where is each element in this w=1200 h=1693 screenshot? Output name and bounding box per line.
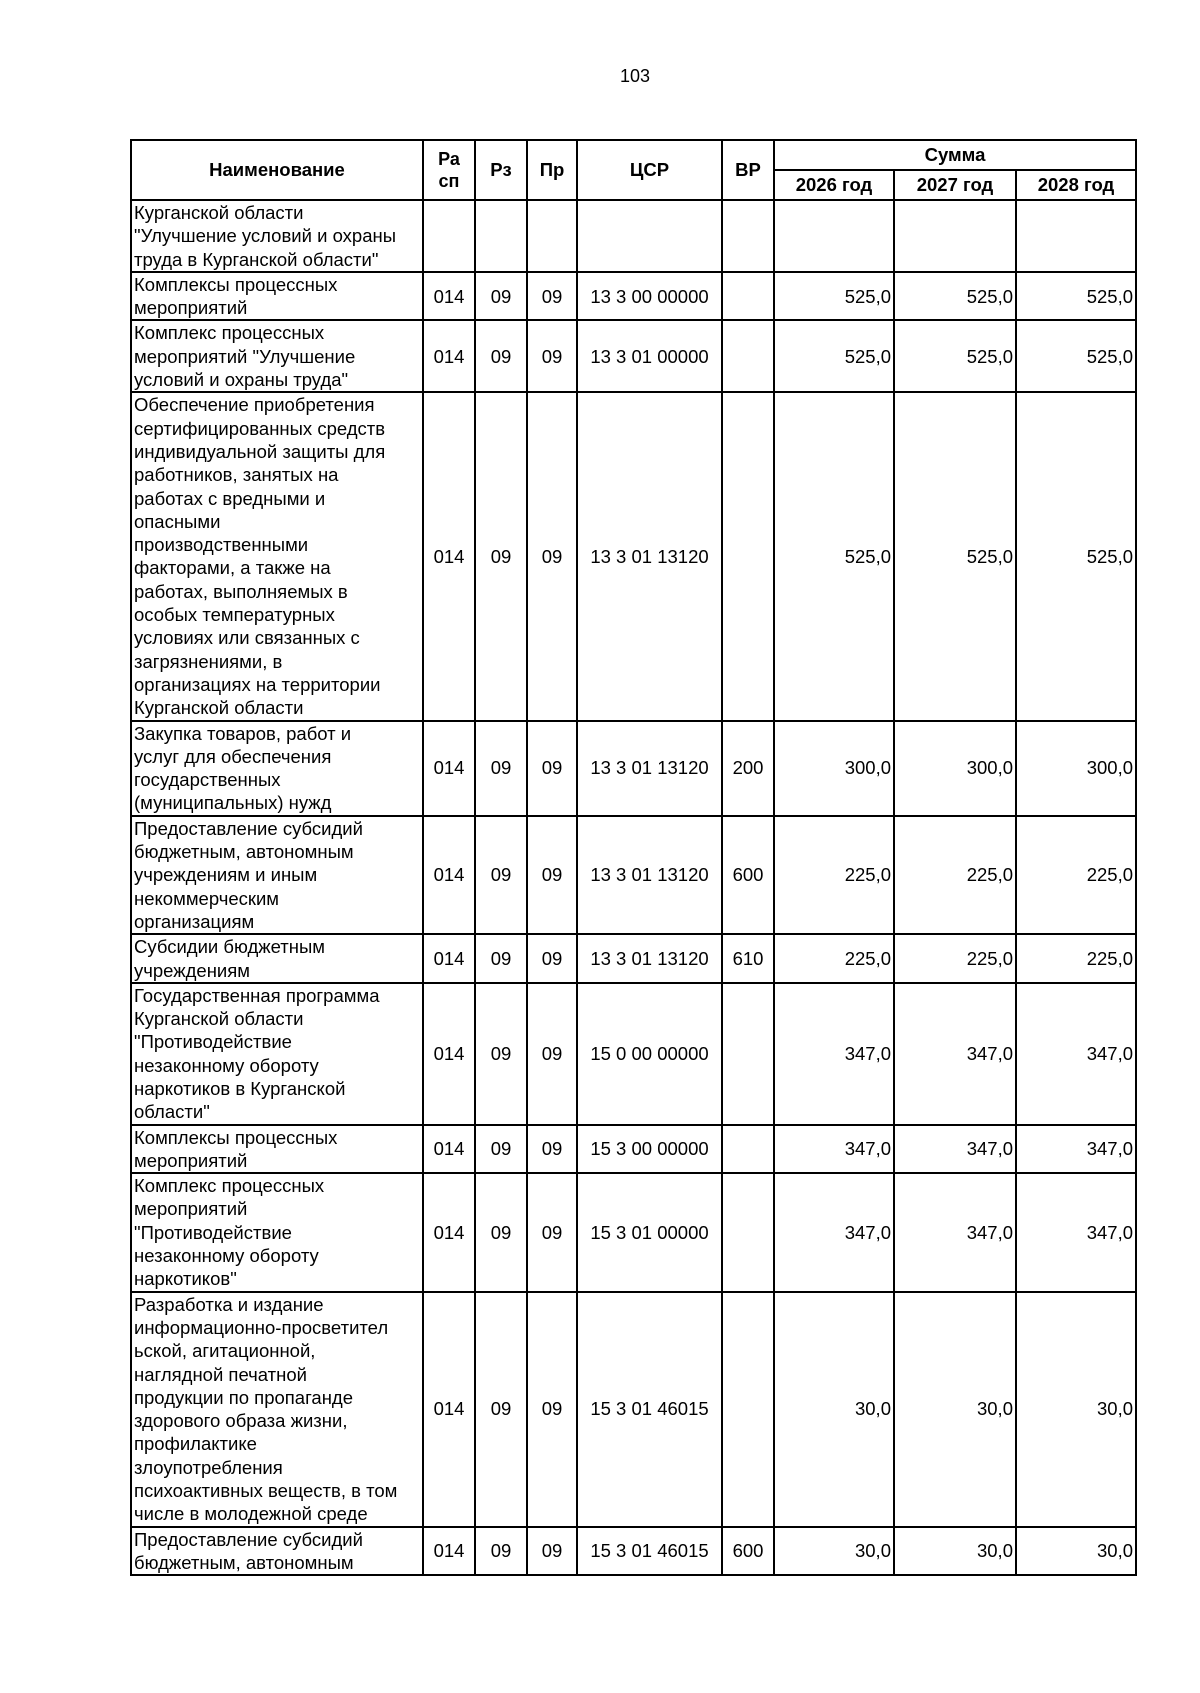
cell-vr: [722, 320, 774, 392]
table-row: [131, 272, 1136, 321]
cell-sum-2027: 225,0: [894, 816, 1016, 934]
cell-vr: 600: [722, 1527, 774, 1576]
cell-rasp: 014: [423, 1527, 475, 1576]
table-row: [131, 1173, 1136, 1291]
cell-rz: 09: [475, 320, 527, 392]
cell-csr: 13 3 00 00000: [577, 272, 722, 321]
cell-rz: 09: [475, 1125, 527, 1174]
cell-csr: 15 3 01 46015: [577, 1292, 722, 1527]
cell-sum-2026: 347,0: [774, 1173, 894, 1291]
cell-pr: 09: [527, 272, 577, 321]
table-row: [131, 721, 1136, 816]
cell-sum-2026: 525,0: [774, 272, 894, 321]
cell-pr: 09: [527, 983, 577, 1125]
cell-csr: 13 3 01 00000: [577, 320, 722, 392]
header-vr: ВР: [722, 140, 774, 200]
cell-name: Комплексы процессных мероприятий: [131, 272, 423, 321]
cell-name: Комплекс процессных мероприятий "Улучшение условий и охраны труда": [131, 320, 423, 392]
cell-pr: 09: [527, 1173, 577, 1291]
cell-rasp: 014: [423, 1173, 475, 1291]
cell-name: Предоставление субсидий бюджетным, автономным учреждениям и иным некоммерческим организациям: [131, 816, 423, 934]
page-number: 103: [619, 66, 651, 86]
header-year-2027: 2027 год: [894, 170, 1016, 200]
cell-vr: [722, 392, 774, 720]
table-row: [131, 200, 1136, 272]
cell-rz: 09: [475, 392, 527, 720]
cell-rasp: 014: [423, 816, 475, 934]
budget-table: [130, 139, 1137, 1576]
cell-rz: 09: [475, 1292, 527, 1527]
cell-sum-2027: [894, 200, 1016, 272]
cell-rz: 09: [475, 1527, 527, 1576]
cell-name: Предоставление субсидий бюджетным, автономным: [131, 1527, 423, 1576]
cell-csr: 15 3 01 46015: [577, 1527, 722, 1576]
cell-rz: 09: [475, 1173, 527, 1291]
cell-vr: 610: [722, 934, 774, 983]
cell-sum-2027: 525,0: [894, 272, 1016, 321]
cell-sum-2028: 347,0: [1016, 1173, 1136, 1291]
cell-csr: 15 3 00 00000: [577, 1125, 722, 1174]
cell-sum-2028: 525,0: [1016, 392, 1136, 720]
cell-pr: 09: [527, 1527, 577, 1576]
cell-vr: [722, 983, 774, 1125]
cell-sum-2027: 30,0: [894, 1527, 1016, 1576]
cell-sum-2028: 30,0: [1016, 1292, 1136, 1527]
cell-sum-2028: [1016, 200, 1136, 272]
cell-sum-2028: 225,0: [1016, 934, 1136, 983]
cell-pr: 09: [527, 1125, 577, 1174]
table-row: [131, 1527, 1136, 1576]
cell-vr: [722, 1292, 774, 1527]
cell-pr: 09: [527, 1292, 577, 1527]
cell-sum-2027: 525,0: [894, 392, 1016, 720]
cell-vr: [722, 1173, 774, 1291]
cell-vr: [722, 272, 774, 321]
cell-vr: 200: [722, 721, 774, 816]
cell-rasp: [423, 200, 475, 272]
cell-name: Субсидии бюджетным учреждениям: [131, 934, 423, 983]
cell-rasp: 014: [423, 272, 475, 321]
cell-sum-2026: [774, 200, 894, 272]
header-name: Наименование: [131, 140, 423, 200]
cell-name: Комплекс процессных мероприятий "Противодействие незаконному обороту наркотиков": [131, 1173, 423, 1291]
cell-sum-2028: 347,0: [1016, 1125, 1136, 1174]
cell-name: Государственная программа Курганской области "Противодействие незаконному обороту наркотиков в Курганской области": [131, 983, 423, 1125]
cell-sum-2026: 30,0: [774, 1527, 894, 1576]
cell-csr: 13 3 01 13120: [577, 934, 722, 983]
cell-csr: 15 3 01 00000: [577, 1173, 722, 1291]
cell-rz: [475, 200, 527, 272]
cell-sum-2026: 225,0: [774, 934, 894, 983]
cell-pr: 09: [527, 816, 577, 934]
cell-rasp: 014: [423, 320, 475, 392]
header-rz: Рз: [475, 140, 527, 200]
cell-name: Обеспечение приобретения сертифицированных средств индивидуальной защиты для работников, занятых на работах с вредными и опасными производственными факторами, а также на работах, выполняемых в особых температурных условиях или связанных с загрязнениями, в организациях на территории Курганской области: [131, 392, 423, 720]
cell-sum-2026: 525,0: [774, 320, 894, 392]
cell-pr: 09: [527, 392, 577, 720]
table-body: [131, 200, 1136, 1575]
cell-pr: 09: [527, 320, 577, 392]
cell-sum-2028: 225,0: [1016, 816, 1136, 934]
cell-pr: [527, 200, 577, 272]
cell-rz: 09: [475, 934, 527, 983]
cell-rz: 09: [475, 983, 527, 1125]
cell-sum-2027: 347,0: [894, 1173, 1016, 1291]
cell-sum-2026: 525,0: [774, 392, 894, 720]
table-row: [131, 1125, 1136, 1174]
cell-sum-2027: 525,0: [894, 320, 1016, 392]
cell-sum-2026: 347,0: [774, 1125, 894, 1174]
cell-csr: 13 3 01 13120: [577, 816, 722, 934]
cell-sum-2027: 30,0: [894, 1292, 1016, 1527]
cell-csr: [577, 200, 722, 272]
header-csr: ЦСР: [577, 140, 722, 200]
cell-sum-2027: 347,0: [894, 1125, 1016, 1174]
header-sum: Сумма: [774, 140, 1136, 170]
cell-csr: 15 0 00 00000: [577, 983, 722, 1125]
cell-rz: 09: [475, 816, 527, 934]
cell-sum-2028: 347,0: [1016, 983, 1136, 1125]
cell-rasp: 014: [423, 934, 475, 983]
table-row: [131, 934, 1136, 983]
cell-vr: 600: [722, 816, 774, 934]
header-year-2028: 2028 год: [1016, 170, 1136, 200]
cell-sum-2028: 525,0: [1016, 272, 1136, 321]
cell-pr: 09: [527, 721, 577, 816]
cell-sum-2026: 225,0: [774, 816, 894, 934]
cell-sum-2026: 300,0: [774, 721, 894, 816]
cell-sum-2026: 30,0: [774, 1292, 894, 1527]
cell-vr: [722, 200, 774, 272]
cell-sum-2027: 347,0: [894, 983, 1016, 1125]
cell-sum-2027: 225,0: [894, 934, 1016, 983]
cell-csr: 13 3 01 13120: [577, 392, 722, 720]
table-row: [131, 816, 1136, 934]
table-row: [131, 983, 1136, 1125]
table-row: [131, 320, 1136, 392]
cell-sum-2028: 525,0: [1016, 320, 1136, 392]
cell-rz: 09: [475, 721, 527, 816]
cell-rasp: 014: [423, 392, 475, 720]
cell-name: Курганской области "Улучшение условий и охраны труда в Курганской области": [131, 200, 423, 272]
cell-vr: [722, 1125, 774, 1174]
header-year-2026: 2026 год: [774, 170, 894, 200]
cell-pr: 09: [527, 934, 577, 983]
cell-rasp: 014: [423, 721, 475, 816]
header-rasp: Ра сп: [423, 140, 475, 200]
cell-csr: 13 3 01 13120: [577, 721, 722, 816]
cell-rasp: 014: [423, 1292, 475, 1527]
header-pr: Пр: [527, 140, 577, 200]
cell-sum-2028: 30,0: [1016, 1527, 1136, 1576]
cell-rasp: 014: [423, 983, 475, 1125]
cell-name: Закупка товаров, работ и услуг для обеспечения государственных (муниципальных) нужд: [131, 721, 423, 816]
table-row: [131, 392, 1136, 720]
cell-rz: 09: [475, 272, 527, 321]
cell-sum-2028: 300,0: [1016, 721, 1136, 816]
cell-name: Комплексы процессных мероприятий: [131, 1125, 423, 1174]
cell-sum-2026: 347,0: [774, 983, 894, 1125]
table-row: [131, 1292, 1136, 1527]
cell-sum-2027: 300,0: [894, 721, 1016, 816]
cell-name: Разработка и издание информационно-просветител ьской, агитационной, наглядной печатной продукции по пропаганде здорового образа жизни, профилактике злоупотребления психоактивных веществ, в том числе в молодежной среде: [131, 1292, 423, 1527]
cell-rasp: 014: [423, 1125, 475, 1174]
